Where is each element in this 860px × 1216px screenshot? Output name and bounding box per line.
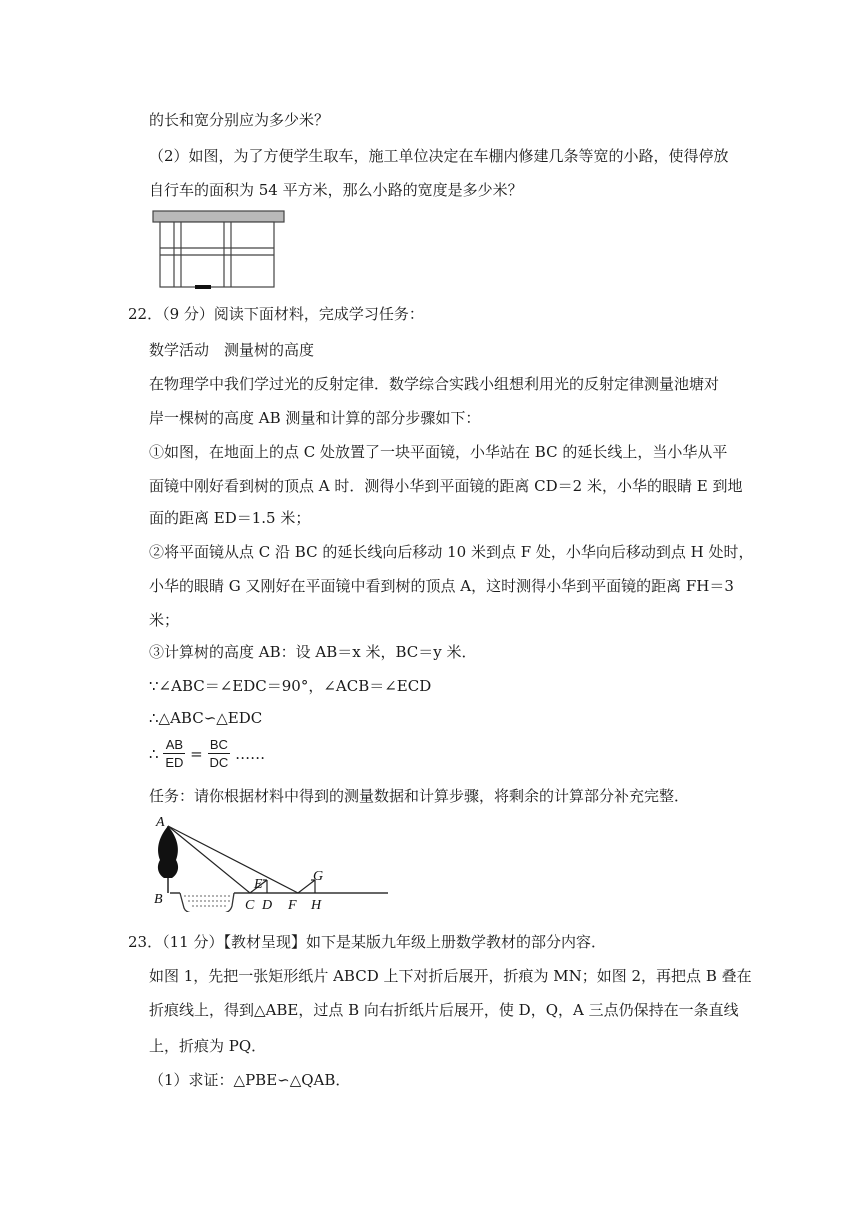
point-label-f: F xyxy=(288,898,297,912)
fraction-numerator: AB xyxy=(163,736,185,754)
tree-mirror-figure xyxy=(150,812,390,912)
fraction-denominator: DC xyxy=(209,755,229,770)
text-line: （2）如图，为了方便学生取车，施工单位决定在车棚内修建几条等宽的小路，使得停放 xyxy=(149,147,729,165)
text-line: 岸一棵树的高度 AB 测量和计算的部分步骤如下： xyxy=(149,409,481,427)
point-label-h: H xyxy=(311,898,322,912)
fraction-equation xyxy=(149,736,265,771)
text-line: 面镜中刚好看到树的顶点 A 时．测得小华到平面镜的距离 CD＝2 米，小华的眼睛 E 到地 xyxy=(149,477,743,495)
ellipsis: …… xyxy=(235,744,266,763)
text-line: 面的距离 ED＝1.5 米； xyxy=(149,509,311,527)
text-line: 折痕线上，得到△ABE，过点 B 向右折纸片后展开，使 D，Q，A 三点仍保持在一条直线 xyxy=(149,1001,739,1019)
text-line: 数学活动 测量树的高度 xyxy=(149,341,315,359)
point-label-c: C xyxy=(245,898,255,912)
equals-sign: = xyxy=(190,744,203,763)
text-line: 如图 1，先把一张矩形纸片 ABCD 上下对折后展开，折痕为 MN；如图 2，再把点 B 叠在 xyxy=(149,967,752,985)
text-line: 在物理学中我们学过光的反射定律．数学综合实践小组想利用光的反射定律测量池塘对 xyxy=(149,375,720,393)
question-22-title: 22．（9 分）阅读下面材料，完成学习任务： xyxy=(128,305,424,323)
point-label-g: G xyxy=(313,869,324,884)
text-line: ②将平面镜从点 C 沿 BC 的延长线向后移动 10 米到点 F 处，小华向后移动到点 H 处时， xyxy=(149,543,754,561)
text-line: 的长和宽分别应为多少米？ xyxy=(149,111,330,129)
text-line: 自行车的面积为 54 平方米，那么小路的宽度是多少米？ xyxy=(149,181,523,199)
therefore-symbol: ∴ xyxy=(149,744,159,763)
text-line: 小华的眼睛 G 又刚好在平面镜中看到树的顶点 A，这时测得小华到平面镜的距离 FH＝3 xyxy=(149,577,734,595)
text-line: ∴△ABC∽△EDC xyxy=(149,709,263,727)
text-line: ③计算树的高度 AB：设 AB＝x 米，BC＝y 米． xyxy=(149,643,477,661)
point-label-e: E xyxy=(254,877,263,892)
question-23-title: 23．（11 分）【教材呈现】如下是某版九年级上册数学教材的部分内容． xyxy=(128,933,606,951)
point-label-d: D xyxy=(262,898,273,912)
fraction-denominator: ED xyxy=(165,755,184,770)
fraction-bc-dc xyxy=(208,736,231,771)
point-label-b: B xyxy=(154,892,163,907)
text-line: 上，折痕为 PQ． xyxy=(149,1037,267,1055)
text-line: ①如图，在地面上的点 C 处放置了一块平面镜，小华站在 BC 的延长线上，当小华从平 xyxy=(149,443,728,461)
fraction-numerator: BC xyxy=(208,736,231,754)
text-line: （1）求证：△PBE∽△QAB． xyxy=(149,1071,351,1089)
point-label-a: A xyxy=(156,815,165,830)
text-line: 米； xyxy=(149,611,180,629)
bike-shed-figure xyxy=(150,208,290,292)
task-text: 任务：请你根据材料中得到的测量数据和计算步骤，将剩余的计算部分补充完整． xyxy=(149,787,690,805)
fraction-ab-ed xyxy=(163,736,185,771)
text-line: ∵∠ABC＝∠EDC＝90°，∠ACB＝∠ECD xyxy=(149,677,432,695)
